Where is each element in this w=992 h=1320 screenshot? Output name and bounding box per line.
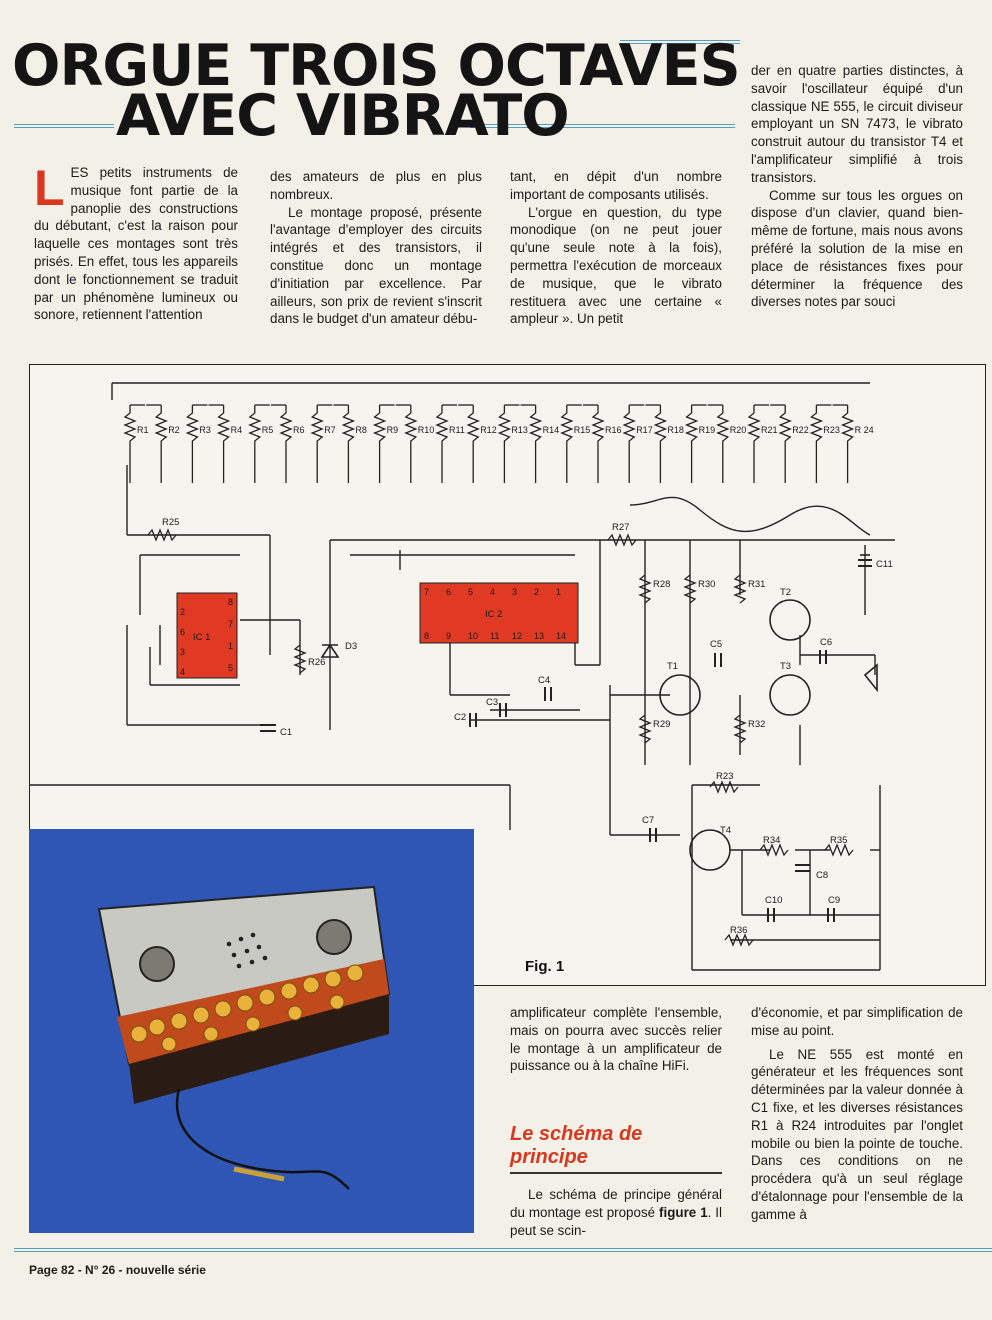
ic1-pin: 4 bbox=[180, 667, 186, 677]
resistor-14 bbox=[531, 405, 541, 483]
article-title bbox=[12, 33, 740, 149]
resistor-label: R21 bbox=[761, 425, 778, 435]
ic2-pin: 3 bbox=[512, 587, 518, 597]
ic2-pin: 7 bbox=[424, 587, 430, 597]
bottom-column-4-paragraph-2: Le NE 555 est monté en générateur et les fréquences sont déterminées par la valeur donnée à C1 fixe, et les diverses résistances R1 à R24 introduites par l'onglet mobile ou bien la pointe de touche. Dans ces conditions on ne procédera qu'à un seul réglage d'étalonnage pour l'ensemble de la gamme à bbox=[751, 1046, 963, 1222]
ic2-pin: 13 bbox=[534, 631, 545, 641]
resistor-8 bbox=[343, 405, 353, 483]
resistor-label: R13 bbox=[511, 425, 528, 435]
label-c5: C5 bbox=[710, 639, 723, 650]
label-r34: R34 bbox=[763, 835, 781, 846]
resistor-label: R 24 bbox=[854, 425, 874, 435]
column-1-text: ES petits instruments de musique font partie de la panoplie des constructions du débutant, c'est la raison pour laquelle ces montages sont très prisés. En effet, tous les appareils dont le fonctionnement se traduit par un phénomène lumineux ou sonore, retiennent l'attention bbox=[34, 165, 238, 323]
resistor-4 bbox=[219, 405, 229, 483]
label-r23-vibrato: R23 bbox=[716, 771, 734, 782]
drop-cap: L bbox=[34, 160, 65, 216]
ic2-pin: 10 bbox=[468, 631, 479, 641]
ic1-pin: 2 bbox=[180, 607, 186, 617]
resistor-7 bbox=[312, 405, 322, 483]
ic2-pin: 9 bbox=[446, 631, 452, 641]
column-3-paragraph-1: tant, en dépit d'un nombre important de composants utilisés. bbox=[510, 169, 722, 202]
resistor-20 bbox=[718, 405, 728, 483]
ic1-pin: 7 bbox=[228, 619, 234, 629]
resistor-18 bbox=[655, 405, 665, 483]
label-c7: C7 bbox=[642, 815, 655, 826]
column-2-paragraph-2: Le montage proposé, présente l'avantage d'employer des circuits intégrés et des transistors, il constitue donc un montage d'initiation par excellence. Par ailleurs, son prix de revient s'inscrit dans le budget d'un amateur débu- bbox=[270, 204, 482, 327]
bottom-column-4 bbox=[751, 1004, 963, 1224]
resistor-24 bbox=[843, 405, 853, 483]
label-c4: C4 bbox=[538, 675, 551, 686]
column-2 bbox=[270, 168, 482, 328]
label-r28: R28 bbox=[653, 579, 671, 590]
resistor-label: R20 bbox=[729, 425, 747, 435]
resistor-13 bbox=[499, 405, 509, 483]
label-r29: R29 bbox=[653, 719, 671, 730]
resistor-label: R18 bbox=[667, 425, 684, 435]
label-c1: C1 bbox=[280, 727, 293, 738]
organ-device-image bbox=[29, 829, 474, 1233]
resistor-23 bbox=[811, 405, 821, 483]
resistor-19 bbox=[687, 405, 697, 483]
resistor-9 bbox=[375, 405, 385, 483]
resistor-ladder bbox=[125, 405, 853, 483]
label-r26: R26 bbox=[308, 657, 326, 668]
resistor-label: R10 bbox=[417, 425, 435, 435]
resistor-label: R17 bbox=[636, 425, 653, 435]
label-c10: C10 bbox=[765, 895, 783, 906]
label-c9: C9 bbox=[828, 895, 841, 906]
resistor-21 bbox=[749, 405, 759, 483]
label-d3: D3 bbox=[345, 641, 358, 652]
column-4-paragraph-2: Comme sur tous les orgues on dispose d'un clavier, quand bien-même de fortune, mais nous avons préféré la solution de la mise en place de résistances fixes pour déterminer la fréquence des diverses notes par souci bbox=[751, 187, 963, 310]
ic2-pin: 6 bbox=[446, 587, 452, 597]
ic2-pin: 14 bbox=[556, 631, 567, 641]
resistor-label: R15 bbox=[573, 425, 591, 435]
resistor-22 bbox=[780, 405, 790, 483]
resistor-label: R7 bbox=[324, 425, 336, 435]
resistor-label: R9 bbox=[386, 425, 399, 435]
resistor-12 bbox=[468, 405, 478, 483]
label-c6: C6 bbox=[820, 637, 833, 648]
resistor-6 bbox=[281, 405, 291, 483]
section-rule bbox=[510, 1172, 722, 1174]
resistor-label: R1 bbox=[137, 425, 149, 435]
label-r35: R35 bbox=[830, 835, 848, 846]
label-c3: C3 bbox=[486, 697, 499, 708]
label-t4: T4 bbox=[720, 825, 732, 836]
label-t2: T2 bbox=[780, 587, 792, 598]
section-body-text-b: . Il peut se scin- bbox=[510, 1204, 723, 1238]
column-4-paragraph-1: der en quatre parties distinctes, à savoir l'oscillateur équipé d'un classique NE 555, le circuit diviseur employant un SN 7473, le vibrato construit autour du transistor T4 et l'amplificateur simplifié à trois transistors. bbox=[751, 63, 963, 185]
device-photo bbox=[29, 829, 474, 1233]
resistor-5 bbox=[250, 405, 260, 483]
column-3-paragraph-2: L'orgue en question, du type monodique (on ne peut jouer qu'une seule note à la fois), permettra l'exécution de morceaux de musique, que le vibrato restituera avec une certaine « ampleur ». Un petit bbox=[510, 204, 722, 327]
footer-rule bbox=[14, 1248, 992, 1252]
ic1-pin: 6 bbox=[180, 627, 186, 637]
label-ic2: IC 2 bbox=[485, 609, 503, 620]
ic2-pin: 4 bbox=[490, 587, 496, 597]
label-ic1: IC 1 bbox=[193, 632, 211, 643]
resistor-16 bbox=[593, 405, 603, 483]
label-t3: T3 bbox=[780, 661, 792, 672]
title-line-2: AVEC VIBRATO bbox=[116, 83, 569, 149]
title-line-1: ORGUE TROIS OCTAVES bbox=[12, 33, 740, 99]
section-body bbox=[510, 1186, 722, 1239]
label-c2: C2 bbox=[454, 712, 467, 723]
resistor-label: R19 bbox=[698, 425, 716, 435]
ic1-pin: 5 bbox=[228, 663, 234, 673]
ic2-pin: 1 bbox=[556, 587, 562, 597]
page-footer: Page 82 - N° 26 - nouvelle série bbox=[29, 1263, 206, 1277]
resistor-3 bbox=[187, 405, 197, 483]
bottom-column-3 bbox=[510, 1004, 722, 1075]
ic1-pin: 8 bbox=[228, 597, 234, 607]
resistor-label: R12 bbox=[480, 425, 497, 435]
bottom-column-3-text: amplificateur complète l'ensemble, mais on pourra avec succès relier le montage à un amplificateur de puissance ou à la chaîne HiFi. bbox=[510, 1005, 722, 1074]
resistor-17 bbox=[624, 405, 634, 483]
resistor-label: R8 bbox=[355, 425, 367, 435]
column-4 bbox=[751, 62, 963, 311]
label-r27: R27 bbox=[612, 522, 630, 533]
label-r32: R32 bbox=[748, 719, 766, 730]
ic1-pin: 1 bbox=[228, 641, 234, 651]
resistor-label: R4 bbox=[230, 425, 243, 435]
label-r25: R25 bbox=[162, 517, 180, 528]
ic2-pin: 2 bbox=[534, 587, 540, 597]
section-heading: Le schéma de principe bbox=[510, 1123, 643, 1168]
resistor-label: R16 bbox=[605, 425, 622, 435]
column-3 bbox=[510, 168, 722, 328]
figure-reference: figure 1 bbox=[659, 1204, 708, 1220]
column-2-paragraph-1: des amateurs de plus en plus nombreux. bbox=[270, 169, 482, 202]
label-r31: R31 bbox=[748, 579, 766, 590]
resistor-label: R22 bbox=[792, 425, 809, 435]
label-c11: C11 bbox=[876, 559, 893, 570]
resistor-label: R5 bbox=[261, 425, 274, 435]
label-r36: R36 bbox=[730, 925, 748, 936]
ic1-pin: 3 bbox=[180, 647, 186, 657]
ic2-pin: 8 bbox=[424, 631, 430, 641]
ic2-pin: 12 bbox=[512, 631, 523, 641]
ic2-pin: 5 bbox=[468, 587, 474, 597]
resistor-2 bbox=[156, 405, 166, 483]
resistor-label: R2 bbox=[168, 425, 180, 435]
resistor-label: R14 bbox=[542, 425, 560, 435]
resistor-15 bbox=[562, 405, 572, 483]
column-1 bbox=[34, 160, 238, 324]
resistor-label: R6 bbox=[293, 425, 305, 435]
resistor-label: R3 bbox=[199, 425, 211, 435]
section-body-text-a: Le schéma de principe général du montage est proposé bbox=[510, 1187, 722, 1220]
bottom-column-4-paragraph-1: d'économie, et par simplification de mise au point. bbox=[751, 1005, 963, 1038]
resistor-label: R23 bbox=[823, 425, 840, 435]
label-c8: C8 bbox=[816, 870, 829, 881]
figure-caption: Fig. 1 bbox=[525, 958, 565, 975]
label-r30: R30 bbox=[698, 579, 716, 590]
resistor-11 bbox=[437, 405, 447, 483]
label-t1: T1 bbox=[667, 661, 679, 672]
ic2-pin: 11 bbox=[490, 631, 500, 641]
resistor-10 bbox=[406, 405, 416, 483]
resistor-label: R11 bbox=[449, 425, 465, 435]
